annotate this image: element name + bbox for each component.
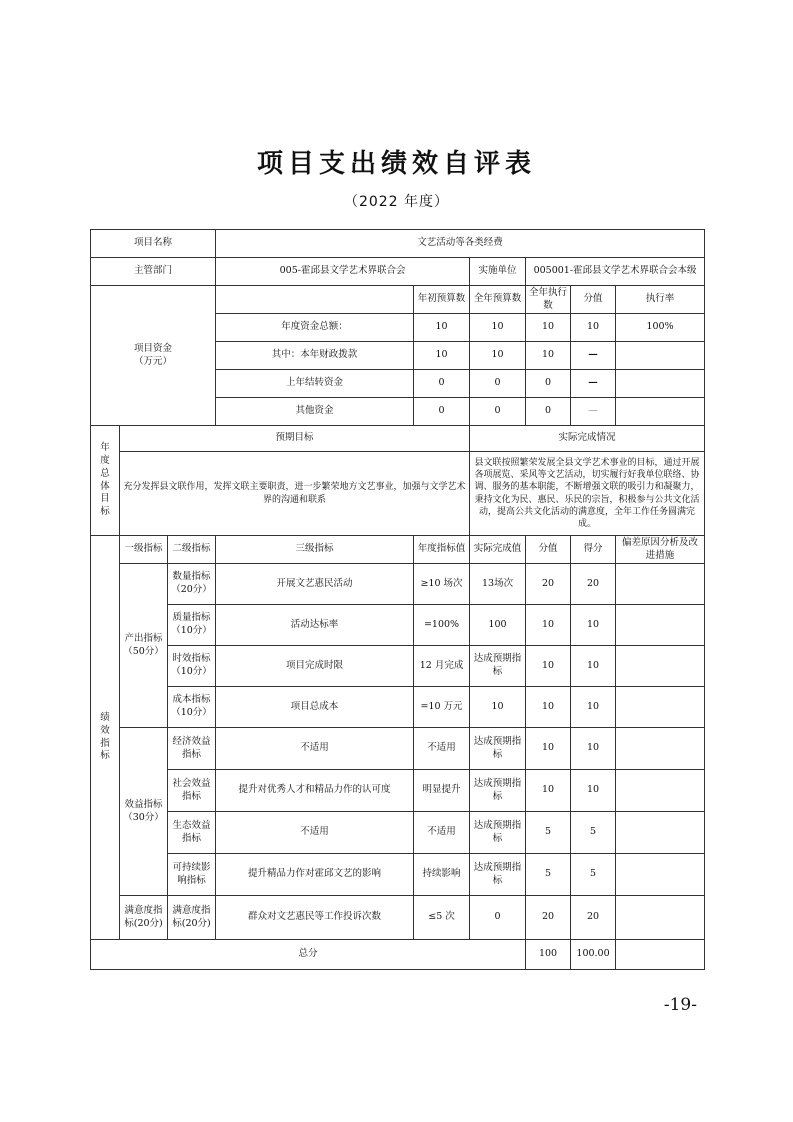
score-value: 10	[526, 770, 571, 812]
deviation-note	[616, 728, 705, 770]
funds-cell: 10	[470, 342, 526, 370]
target-value: 12 月完成	[414, 646, 470, 687]
level3-indicator: 不适用	[216, 728, 414, 770]
funds-cell: 10	[526, 342, 571, 370]
funds-cell: —	[571, 398, 616, 426]
page-subtitle: （2022 年度）	[343, 194, 450, 210]
actual-result-text: 县文联按照繁荣发展全县文学艺术事业的目标，通过开展各项展览、采风等文艺活动，切实履行好我单位联络、协调、服务的基本职能，不断增强文联的吸引力和凝聚力，秉持文化为民、惠民、乐民的宗旨，积极参与公共文化活动，提高公共文化活动的满意度，全年工作任务圆满完成。	[470, 452, 705, 536]
score-value: 20	[526, 564, 571, 605]
total-score: 100	[526, 940, 571, 970]
funds-header: 执行率	[616, 286, 705, 314]
dept-value: 005-霍邱县文学艺术界联合会	[216, 258, 470, 286]
funds-cell: 0	[526, 370, 571, 398]
funds-cell	[616, 342, 705, 370]
funds-cell	[616, 370, 705, 398]
funds-row-label: 其中：本年财政拨款	[216, 342, 414, 370]
funds-row-label: 其他资金	[216, 398, 414, 426]
funds-cell	[616, 398, 705, 426]
project-name-label: 项目名称	[91, 230, 216, 258]
level2-indicator: 成本指标（10分）	[168, 687, 216, 728]
actual-value: 达成预期指标	[470, 770, 526, 812]
funds-cell: 100%	[616, 314, 705, 342]
funds-cell: 0	[526, 398, 571, 426]
score-value: 5	[526, 854, 571, 896]
page-title: 项目支出绩效自评表	[256, 149, 536, 179]
funds-cell: 0	[470, 398, 526, 426]
funds-cell: —	[571, 342, 616, 370]
level2-indicator: 可持续影响指标	[168, 854, 216, 896]
level2-indicator: 生态效益指标	[168, 812, 216, 854]
level2-indicator: 数量指标（20分）	[168, 564, 216, 605]
funds-header: 全年执行数	[526, 286, 571, 314]
got-value: 10	[571, 770, 616, 812]
score-value: 20	[526, 896, 571, 940]
perf-header: 二级指标	[168, 536, 216, 564]
level2-indicator: 时效指标（10分）	[168, 646, 216, 687]
perf-row	[91, 812, 705, 854]
perf-row	[91, 896, 705, 940]
level3-indicator: 项目总成本	[216, 687, 414, 728]
funds-row-label: 上年结转资金	[216, 370, 414, 398]
deviation-note	[616, 896, 705, 940]
goal-label: 年度总体目标	[91, 426, 120, 536]
dept-label: 主管部门	[91, 258, 216, 286]
score-value: 10	[526, 687, 571, 728]
target-value: ≥10 场次	[414, 564, 470, 605]
target-value: 明显提升	[414, 770, 470, 812]
page-number: -19-	[663, 995, 697, 1015]
target-value: =100%	[414, 605, 470, 646]
perf-row	[91, 687, 705, 728]
perf-header: 偏差原因分析及改进措施	[616, 536, 705, 564]
total-label: 总分	[91, 940, 526, 970]
actual-value: 达成预期指标	[470, 812, 526, 854]
perf-header: 年度指标值	[414, 536, 470, 564]
level2-indicator: 经济效益指标	[168, 728, 216, 770]
actual-result-header: 实际完成情况	[470, 426, 705, 452]
level1-indicator: 产出指标（50分）	[120, 564, 168, 728]
level2-indicator: 满意度指标(20分)	[168, 896, 216, 940]
actual-value: 10	[470, 687, 526, 728]
funds-header: 年初预算数	[414, 286, 470, 314]
perf-row	[91, 646, 705, 687]
funds-cell: 10	[470, 314, 526, 342]
deviation-note	[616, 854, 705, 896]
perf-row	[91, 770, 705, 812]
perf-header: 一级指标	[120, 536, 168, 564]
perf-header: 三级指标	[216, 536, 414, 564]
level1-indicator: 满意度指标(20分)	[120, 896, 168, 940]
project-name-value: 文艺活动等各类经费	[216, 230, 705, 258]
deviation-note	[616, 687, 705, 728]
perf-header: 实际完成值	[470, 536, 526, 564]
got-value: 10	[571, 605, 616, 646]
score-value: 10	[526, 646, 571, 687]
target-value: 持续影响	[414, 854, 470, 896]
funds-cell: 0	[414, 398, 470, 426]
funds-header: 全年预算数	[470, 286, 526, 314]
got-value: 10	[571, 687, 616, 728]
funds-cell: 10	[571, 314, 616, 342]
funds-cell: 10	[414, 314, 470, 342]
funds-label: 项目资金 （万元）	[91, 286, 216, 426]
impl-value: 005001-霍邱县文学艺术界联合会本级	[526, 258, 705, 286]
perf-header: 得分	[571, 536, 616, 564]
level3-indicator: 提升对优秀人才和精品力作的认可度	[216, 770, 414, 812]
level3-indicator: 群众对文艺惠民等工作投诉次数	[216, 896, 414, 940]
perf-row	[91, 728, 705, 770]
level3-indicator: 开展文艺惠民活动	[216, 564, 414, 605]
total-row	[91, 940, 705, 970]
impl-label: 实施单位	[470, 258, 526, 286]
got-value: 20	[571, 896, 616, 940]
perf-row	[91, 564, 705, 605]
perf-header: 分值	[526, 536, 571, 564]
target-value: 不适用	[414, 812, 470, 854]
got-value: 20	[571, 564, 616, 605]
got-value: 5	[571, 812, 616, 854]
score-value: 5	[526, 812, 571, 854]
funds-header: 分值	[571, 286, 616, 314]
actual-value: 达成预期指标	[470, 728, 526, 770]
deviation-note	[616, 646, 705, 687]
level1-indicator: 效益指标（30分）	[120, 728, 168, 896]
level3-indicator: 项目完成时限	[216, 646, 414, 687]
level2-indicator: 质量指标（10分）	[168, 605, 216, 646]
deviation-note	[616, 605, 705, 646]
actual-value: 0	[470, 896, 526, 940]
level3-indicator: 活动达标率	[216, 605, 414, 646]
funds-cell: 0	[414, 370, 470, 398]
funds-cell: 10	[526, 314, 571, 342]
score-value: 10	[526, 605, 571, 646]
funds-cell: —	[571, 370, 616, 398]
funds-cell: 0	[470, 370, 526, 398]
level2-indicator: 社会效益指标	[168, 770, 216, 812]
performance-table	[90, 229, 705, 970]
got-value: 5	[571, 854, 616, 896]
perf-row	[91, 854, 705, 896]
target-value: 不适用	[414, 728, 470, 770]
level3-indicator: 提升精品力作对霍邱文艺的影响	[216, 854, 414, 896]
target-value: =10 万元	[414, 687, 470, 728]
total-note	[616, 940, 705, 970]
deviation-note	[616, 564, 705, 605]
perf-row	[91, 605, 705, 646]
funds-header-blank	[216, 286, 414, 314]
score-value: 10	[526, 728, 571, 770]
actual-value: 达成预期指标	[470, 854, 526, 896]
actual-value: 达成预期指标	[470, 646, 526, 687]
got-value: 10	[571, 728, 616, 770]
level3-indicator: 不适用	[216, 812, 414, 854]
funds-cell: 10	[414, 342, 470, 370]
total-got: 100.00	[571, 940, 616, 970]
actual-value: 13场次	[470, 564, 526, 605]
actual-value: 100	[470, 605, 526, 646]
expected-goal-text: 充分发挥县文联作用，发挥文联主要职责，进一步繁荣地方文艺事业，加强与文学艺术界的沟通和联系	[120, 452, 470, 536]
deviation-note	[616, 812, 705, 854]
perf-label: 绩效指标	[91, 536, 120, 940]
expected-goal-header: 预期目标	[120, 426, 470, 452]
got-value: 10	[571, 646, 616, 687]
funds-row-label: 年度资金总额：	[216, 314, 414, 342]
target-value: ≤5 次	[414, 896, 470, 940]
deviation-note	[616, 770, 705, 812]
